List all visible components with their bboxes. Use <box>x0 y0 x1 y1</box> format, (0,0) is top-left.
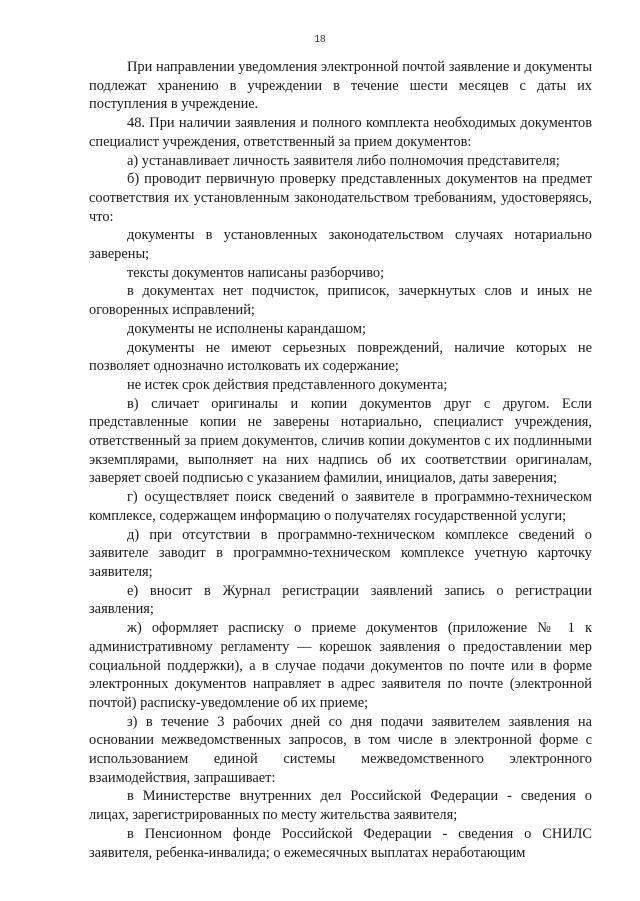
paragraph-48-e: е) вносит в Журнал регистрации заявлений запись о регистрации заявления; <box>89 582 592 618</box>
paragraph-storage-notice: При направлении уведомления электронной почтой заявление и документы подлежат хранению в учреждении в течение шести месяцев с даты их поступления в учреждение. <box>89 59 592 113</box>
check-item-no-damage: документы не имеют серьезных повреждений, наличие которых не позволяет однозначно истолковать их содержание; <box>89 339 592 375</box>
request-item-pfr: в Пенсионном фонде Российской Федерации - сведения о СНИЛС заявителя, ребенка-инвалида; о ежемесячных выплатах неработающим <box>89 825 592 861</box>
paragraph-48-z: з) в течение 3 рабочих дней со дня подачи заявителем заявления на основании межведомственных запросов, в том числе в электронной форме с использованием единой системы межведомственного электронного взаимодействия, запрашивает: <box>89 713 592 786</box>
check-item-no-erasures: в документах нет подчисток, приписок, зачеркнутых слов и иных не оговоренных исправлений; <box>89 283 592 319</box>
paragraph-48-d: д) при отсутствии в программно-техническом комплексе сведений о заявителе заводит в программно-техническом комплексе учетную карточку заявителя; <box>89 526 592 580</box>
check-item-notarized: документы в установленных законодательством случаях нотариально заверены; <box>89 227 592 263</box>
document-body <box>89 58 592 862</box>
check-item-not-pencil: документы не исполнены карандашом; <box>127 320 367 337</box>
paragraph-48-a: а) устанавливает личность заявителя либо полномочия представителя; <box>127 152 560 169</box>
check-item-not-expired: не истек срок действия представленного документа; <box>127 376 448 393</box>
request-item-mvd: в Министерстве внутренних дел Российской Федерации - сведения о лицах, зарегистрированных по месту жительства заявителя; <box>89 788 592 824</box>
paragraph-48-b: б) проводит первичную проверку представленных документов на предмет соответствия их установленным законодательством требованиям, удостоверяясь, что: <box>89 171 592 225</box>
paragraph-48-v: в) сличает оригиналы и копии документов друг с другом. Если представленные копии не заверены нотариально, специалист учреждения, ответственный за прием документов, сличив копии документов с их подлинными экземплярами, выполняет на них надпись об их соответствии оригиналам, заверяет своей подписью с указанием фамилии, инициалов, даты заверения; <box>89 395 592 487</box>
page-number: 18 <box>314 34 326 45</box>
paragraph-48: 48. При наличии заявления и полного комплекта необходимых документов специалист учреждения, ответственный за прием документов: <box>89 115 592 150</box>
paragraph-48-zh: ж) оформляет расписку о приеме документов (приложение № 1 к административному регламенту — корешок заявления о предоставлении мер социальной поддержки), а в случае подачи документов по почте или в форме электронных документов направляет в адрес заявителя по почте (электронной почтой) расписку-уведомление об их приеме; <box>89 620 592 711</box>
check-item-legible: тексты документов написаны разборчиво; <box>127 264 385 281</box>
paragraph-48-g: г) осуществляет поиск сведений о заявителе в программно-техническом комплексе, содержащем информацию о получателях государственной услуги; <box>89 489 592 524</box>
